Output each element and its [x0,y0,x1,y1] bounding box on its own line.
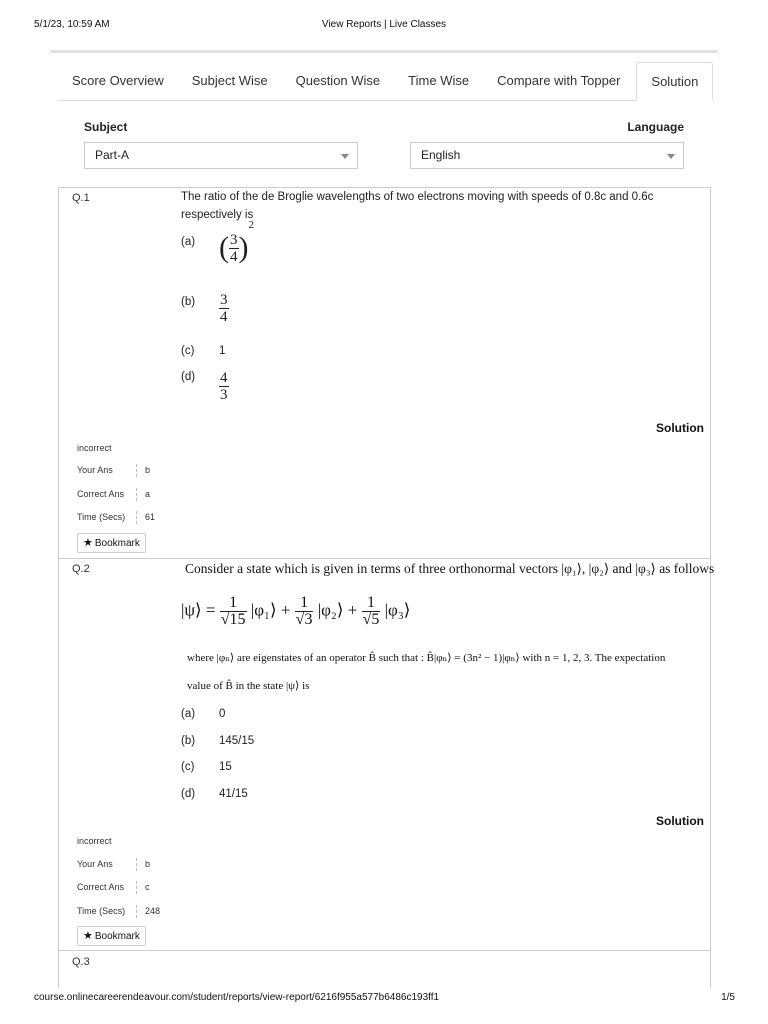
subject-label: Subject [84,120,128,134]
fraction-denominator: 4 [220,309,228,325]
your-answer-value: b [145,859,151,869]
star-icon: ★ [83,930,93,942]
report-tabs [58,62,711,101]
option-label: (c) [181,761,195,773]
option-value: ( $\frac{3}{4}$ )$^2$ [219,219,254,265]
print-page-title: View Reports | Live Classes [321,19,447,30]
solution-link[interactable]: Solution [656,814,704,828]
divider [136,905,137,918]
option-label: (b) [181,735,196,747]
question-card-2 [58,558,715,950]
vector-phi1: |φ₁⟩, [561,561,586,576]
option-label: (d) [181,371,196,383]
state-lhs: |ψ⟩ = [181,600,216,620]
language-select-value: English [421,148,461,162]
tab-time-wise[interactable]: Time Wise [408,73,470,88]
divider [136,488,137,501]
exponent: 2 [248,219,254,232]
divider [136,511,137,524]
option-value: 15 [219,761,232,773]
time-value: 61 [145,512,156,522]
correct-answer-value: c [145,882,150,892]
subject-select-value: Part-A [95,148,130,162]
option-value [219,292,229,325]
divider [136,858,137,871]
print-header [0,0,768,48]
bookmark-button[interactable] [77,533,146,553]
bookmark-label: Bookmark [94,931,140,942]
your-answer-label: Your Ans [77,465,113,475]
option-label: (c) [181,345,195,357]
time-value: 248 [145,906,161,916]
print-datetime: 5/1/23, 10:59 AM [34,19,110,30]
tab-question-wise[interactable]: Question Wise [295,73,381,88]
question-intro: Consider a state which is given in terms of three orthonormal vectors |φ₁⟩, |φ₂⟩ and |φ₃⟩ as follows [185,561,715,576]
fraction-numerator: 3 [230,231,238,248]
option-value: 41/15 [219,788,248,800]
correct-answer-label: Correct Ans [77,489,125,499]
vector-phi2: |φ₂⟩ [588,561,610,576]
tab-solution[interactable]: Solution [636,62,713,101]
divider [136,464,137,477]
option-value: 145/15 [219,735,255,747]
page-number: 1/5 [721,992,735,1003]
tab-subject-wise[interactable]: Subject Wise [191,73,268,88]
your-answer-label: Your Ans [77,859,113,869]
subject-select[interactable] [84,142,358,169]
option-label: (a) [181,236,196,248]
option-value: 1 [219,345,226,357]
language-select[interactable] [410,142,684,169]
question-expectation-line: value of B̂ in the state |ψ⟩ is [187,680,310,692]
time-label: Time (Secs) [77,906,126,916]
fraction-denominator: 3 [220,387,228,403]
fraction-denominator: 4 [230,248,238,265]
top-divider [50,50,718,53]
solution-link[interactable]: Solution [656,421,704,435]
time-label: Time (Secs) [77,512,126,522]
fraction-numerator: 4 [220,370,228,386]
answer-status: incorrect [77,443,112,453]
question-eigen-line: where |φₙ⟩ are eigenstates of an operator B̂ such that : B̂|φₙ⟩ = (3n² − 1)|φₙ⟩ with n = 1, 2, 3. The expectation [187,652,666,664]
your-answer-value: b [145,465,151,475]
vector-phi3: |φ₃⟩ [635,561,656,576]
language-label: Language [627,120,684,134]
question-number: Q.1 [72,192,90,204]
divider [136,881,137,894]
question-text: The ratio of the de Broglie wavelengths of two electrons moving with speeds of 0.8c and 0.6c respectively is [181,191,654,221]
correct-answer-label: Correct Ans [77,882,125,892]
option-label: (a) [181,708,196,720]
bookmark-label: Bookmark [94,538,140,549]
option-label: (d) [181,788,196,800]
question-card-1 [58,187,711,558]
star-icon: ★ [83,537,93,549]
correct-answer-value: a [145,489,151,499]
chevron-down-icon [341,154,349,159]
tab-compare-with-topper[interactable]: Compare with Topper [497,73,621,88]
fraction-numerator: 3 [220,292,228,308]
print-url: course.onlinecareerendeavour.com/student/reports/view-report/6216f955a577b6486c193ff1 [34,992,440,1003]
chevron-down-icon [667,154,675,159]
option-value: 0 [219,708,226,720]
question-card-3 [58,950,711,988]
question-number: Q.2 [72,563,90,575]
question-number: Q.3 [72,956,90,968]
state-equation: |ψ⟩ = $\frac{1}{√15}$ |φ₁⟩ + $\frac{1}{√3}$ |φ₂⟩ + $\frac{1}{√5}$ |φ₃⟩ [181,594,411,628]
option-value [219,370,229,403]
option-label: (b) [181,296,196,308]
answer-status: incorrect [77,836,112,846]
bookmark-button[interactable] [77,926,146,946]
tab-score-overview[interactable]: Score Overview [72,73,164,88]
